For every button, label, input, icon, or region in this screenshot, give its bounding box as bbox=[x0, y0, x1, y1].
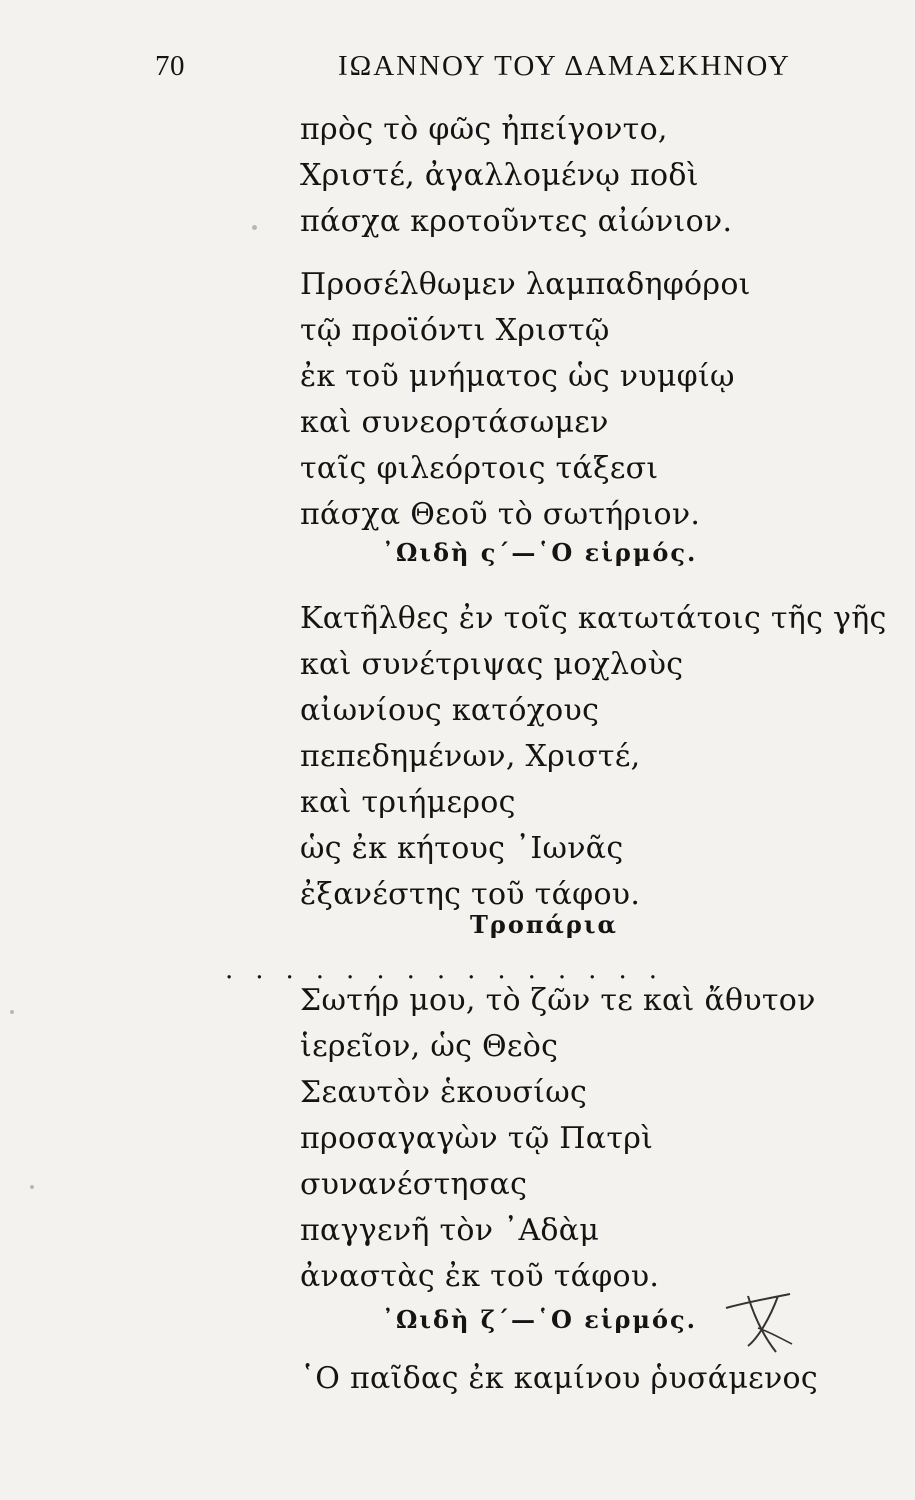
verse-line: Προσέλθωμεν λαμπαδηφόροι bbox=[300, 267, 751, 302]
stanza-1 bbox=[300, 107, 732, 245]
verse-line: ἀναστὰς ἐκ τοῦ τάφου. bbox=[300, 1259, 660, 1294]
paper-speck bbox=[10, 1010, 14, 1014]
verse-line: πεπεδημένων, Χριστέ, bbox=[300, 739, 641, 774]
verse-line: ὡς ἐκ κήτους ᾿Ιωνᾶς bbox=[300, 831, 624, 866]
ode-6-heading: ᾿Ωιδὴ ς΄—῾Ο εἱρμός. bbox=[382, 538, 698, 567]
verse-line: καὶ συνεορτάσωμεν bbox=[300, 405, 609, 440]
verse-line: προσαγαγὼν τῷ Πατρὶ bbox=[300, 1121, 654, 1156]
stanza-2 bbox=[300, 262, 751, 538]
verse-line: πάσχα Θεοῦ τὸ σωτήριον. bbox=[300, 497, 701, 532]
verse-line: ἱερεῖον, ὡς Θεὸς bbox=[300, 1029, 559, 1064]
stanza-4 bbox=[300, 978, 816, 1300]
handwritten-mark-icon bbox=[718, 1288, 798, 1358]
verse-line: ἐξανέστης τοῦ τάφου. bbox=[300, 877, 641, 912]
verse-line: Κατῆλθες ἐν τοῖς κατωτάτοις τῆς γῆς bbox=[300, 601, 887, 636]
verse-line: πάσχα κροτοῦντες αἰώνιον. bbox=[300, 204, 733, 239]
page-number: 70 bbox=[155, 50, 185, 82]
verse-line: πρὸς τὸ φῶς ἠπείγοντο, bbox=[300, 112, 668, 147]
paper-speck bbox=[30, 1185, 34, 1189]
verse-line: αἰωνίους κατόχους bbox=[300, 693, 600, 728]
stanza-3 bbox=[300, 596, 887, 918]
verse-line: Σεαυτὸν ἑκουσίως bbox=[300, 1075, 588, 1110]
verse-line: τῷ προϊόντι Χριστῷ bbox=[300, 313, 610, 348]
verse-line: ῾Ο παῖδας ἐκ καμίνου ῥυσάμενος bbox=[300, 1361, 819, 1396]
verse-line: καὶ συνέτριψας μοχλοὺς bbox=[300, 647, 684, 682]
verse-line: ἐκ τοῦ μνήματος ὡς νυμφίῳ bbox=[300, 359, 735, 394]
verse-line: Σωτήρ μου, τὸ ζῶν τε καὶ ἄθυτον bbox=[300, 983, 816, 1018]
troparia-heading: Τροπάρια bbox=[470, 910, 618, 939]
stanza-5 bbox=[300, 1356, 818, 1402]
verse-line: συνανέστησας bbox=[300, 1167, 528, 1202]
verse-line: καὶ τριήμερος bbox=[300, 785, 516, 820]
paper-speck bbox=[252, 225, 257, 230]
verse-line: ταῖς φιλεόρτοις τάξεσι bbox=[300, 451, 659, 486]
verse-line: παγγενῆ τὸν ᾿Αδὰμ bbox=[300, 1213, 600, 1248]
ode-7-heading: ᾿Ωιδὴ ζ΄—῾Ο εἱρμός. bbox=[382, 1305, 697, 1334]
verse-line: Χριστέ, ἀγαλλομένῳ ποδὶ bbox=[300, 158, 699, 193]
omission-dots: ............... bbox=[225, 955, 679, 985]
running-title: ΙΩΑΝΝΟΥ ΤΟΥ ΔΑΜΑΣΚΗΝΟΥ bbox=[338, 50, 791, 82]
